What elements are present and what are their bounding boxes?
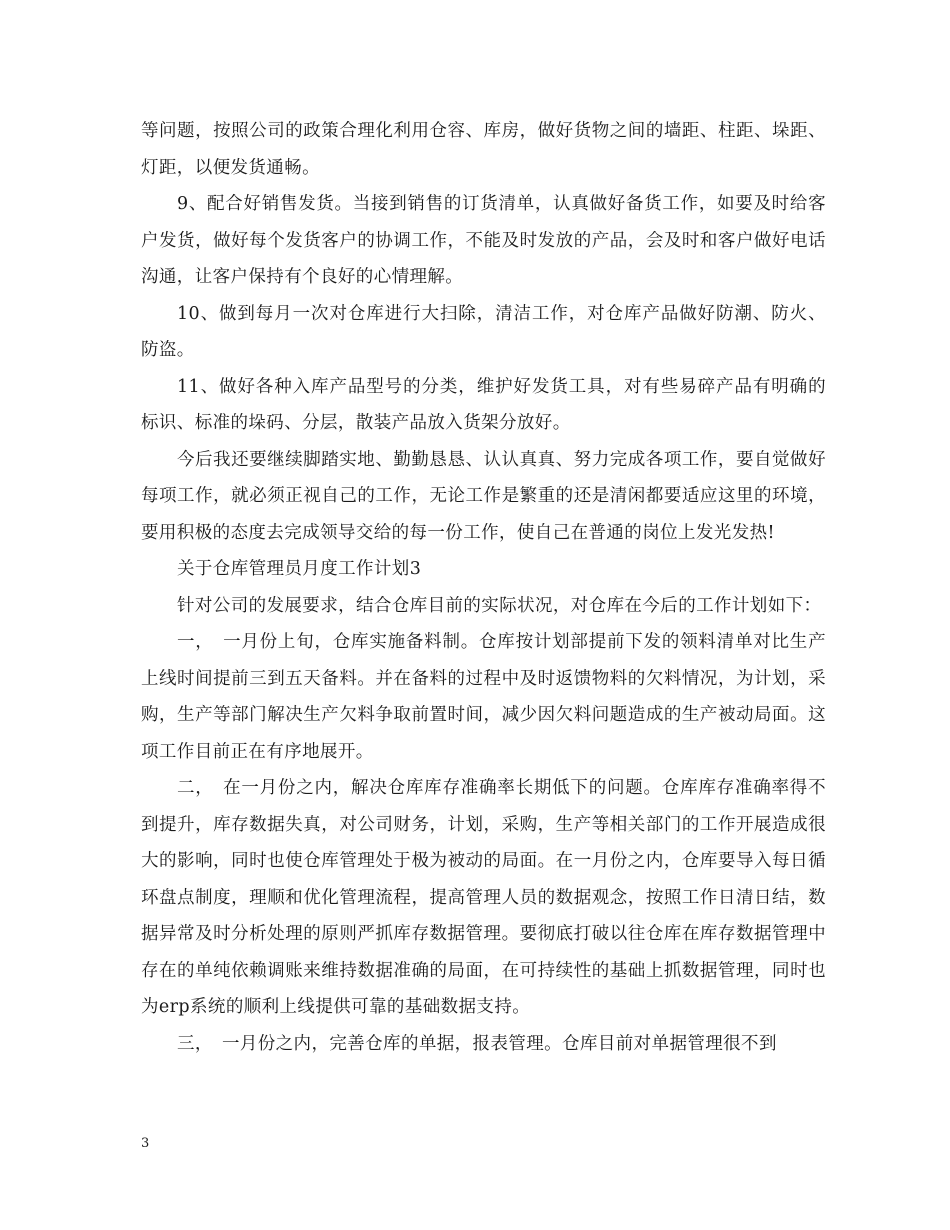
paragraph-1: 等问题，按照公司的政策合理化利用仓容、库房，做好货物之间的墙距、柱距、垛距、灯距，以便发货通畅。 [141,121,826,178]
paragraph-plan-1: 一， 一月份上旬，仓库实施备料制。仓库按计划部提前下发的领料清单对比生产上线时间提前三到五天备料。并在备料的过程中及时返馈物料的欠料情况，为计划，采购，生产等部门解决生产欠料争取前置时间，减少因欠料问题造成的生产被动局面。这项工作目前正在有序地展开。 [141,632,826,762]
paragraph-item-9: 9、配合好销售发货。当接到销售的订货清单，认真做好备货工作，如要及时给客户发货，做好每个发货客户的协调工作，不能及时发放的产品，会及时和客户做好电话沟通，让客户保持有个良好的心情理解。 [141,194,826,287]
section-heading: 关于仓库管理员月度工作计划3 [177,559,422,579]
paragraph-intro: 针对公司的发展要求，结合仓库目前的实际状况，对仓库在今后的工作计划如下： [177,595,822,616]
paragraph-conclusion: 今后我还要继续脚踏实地、勤勤恳恳、认认真真、努力完成各项工作，要自觉做好每项工作，就必须正视自己的工作，无论工作是繁重的还是清闲都要适应这里的环境，要用积极的态度去完成领导交给的每一份工作，使自己在普通的岗位上发光发热! [141,449,826,543]
paragraph-plan-3: 三， 一月份之内，完善仓库的单据，报表管理。仓库目前对单据管理很不到 [177,1033,777,1054]
page-number: 3 [141,1136,150,1151]
paragraph-item-11: 11、做好各种入库产品型号的分类，维护好发货工具，对有些易碎产品有明确的标识、标准的垛码、分层，散装产品放入货架分放好。 [141,376,826,433]
paragraph-plan-2: 二， 在一月份之内，解决仓库库存准确率长期低下的问题。仓库库存准确率得不到提升，库存数据失真，对公司财务，计划，采购，生产等相关部门的工作开展造成很大的影响，同时也使仓库管理处于极为被动的局面。在一月份之内，仓库要导入每日循环盘点制度，理顺和优化管理流程，提高管理人员的数据观念，按照工作日清日结，数据异常及时分析处理的原则严抓库存数据管理。要彻底打破以往仓库在库存数据管理中存在的单纯依赖调账来维持数据准确的局面，在可持续性的基础上抓数据管理，同时也为erp系统的顺利上线提供可靠的基础数据支持。 [141,778,826,1017]
paragraph-item-10: 10、做到每月一次对仓库进行大扫除，清洁工作，对仓库产品做好防潮、防火、防盗。 [141,303,826,360]
document-body [141,113,826,1062]
